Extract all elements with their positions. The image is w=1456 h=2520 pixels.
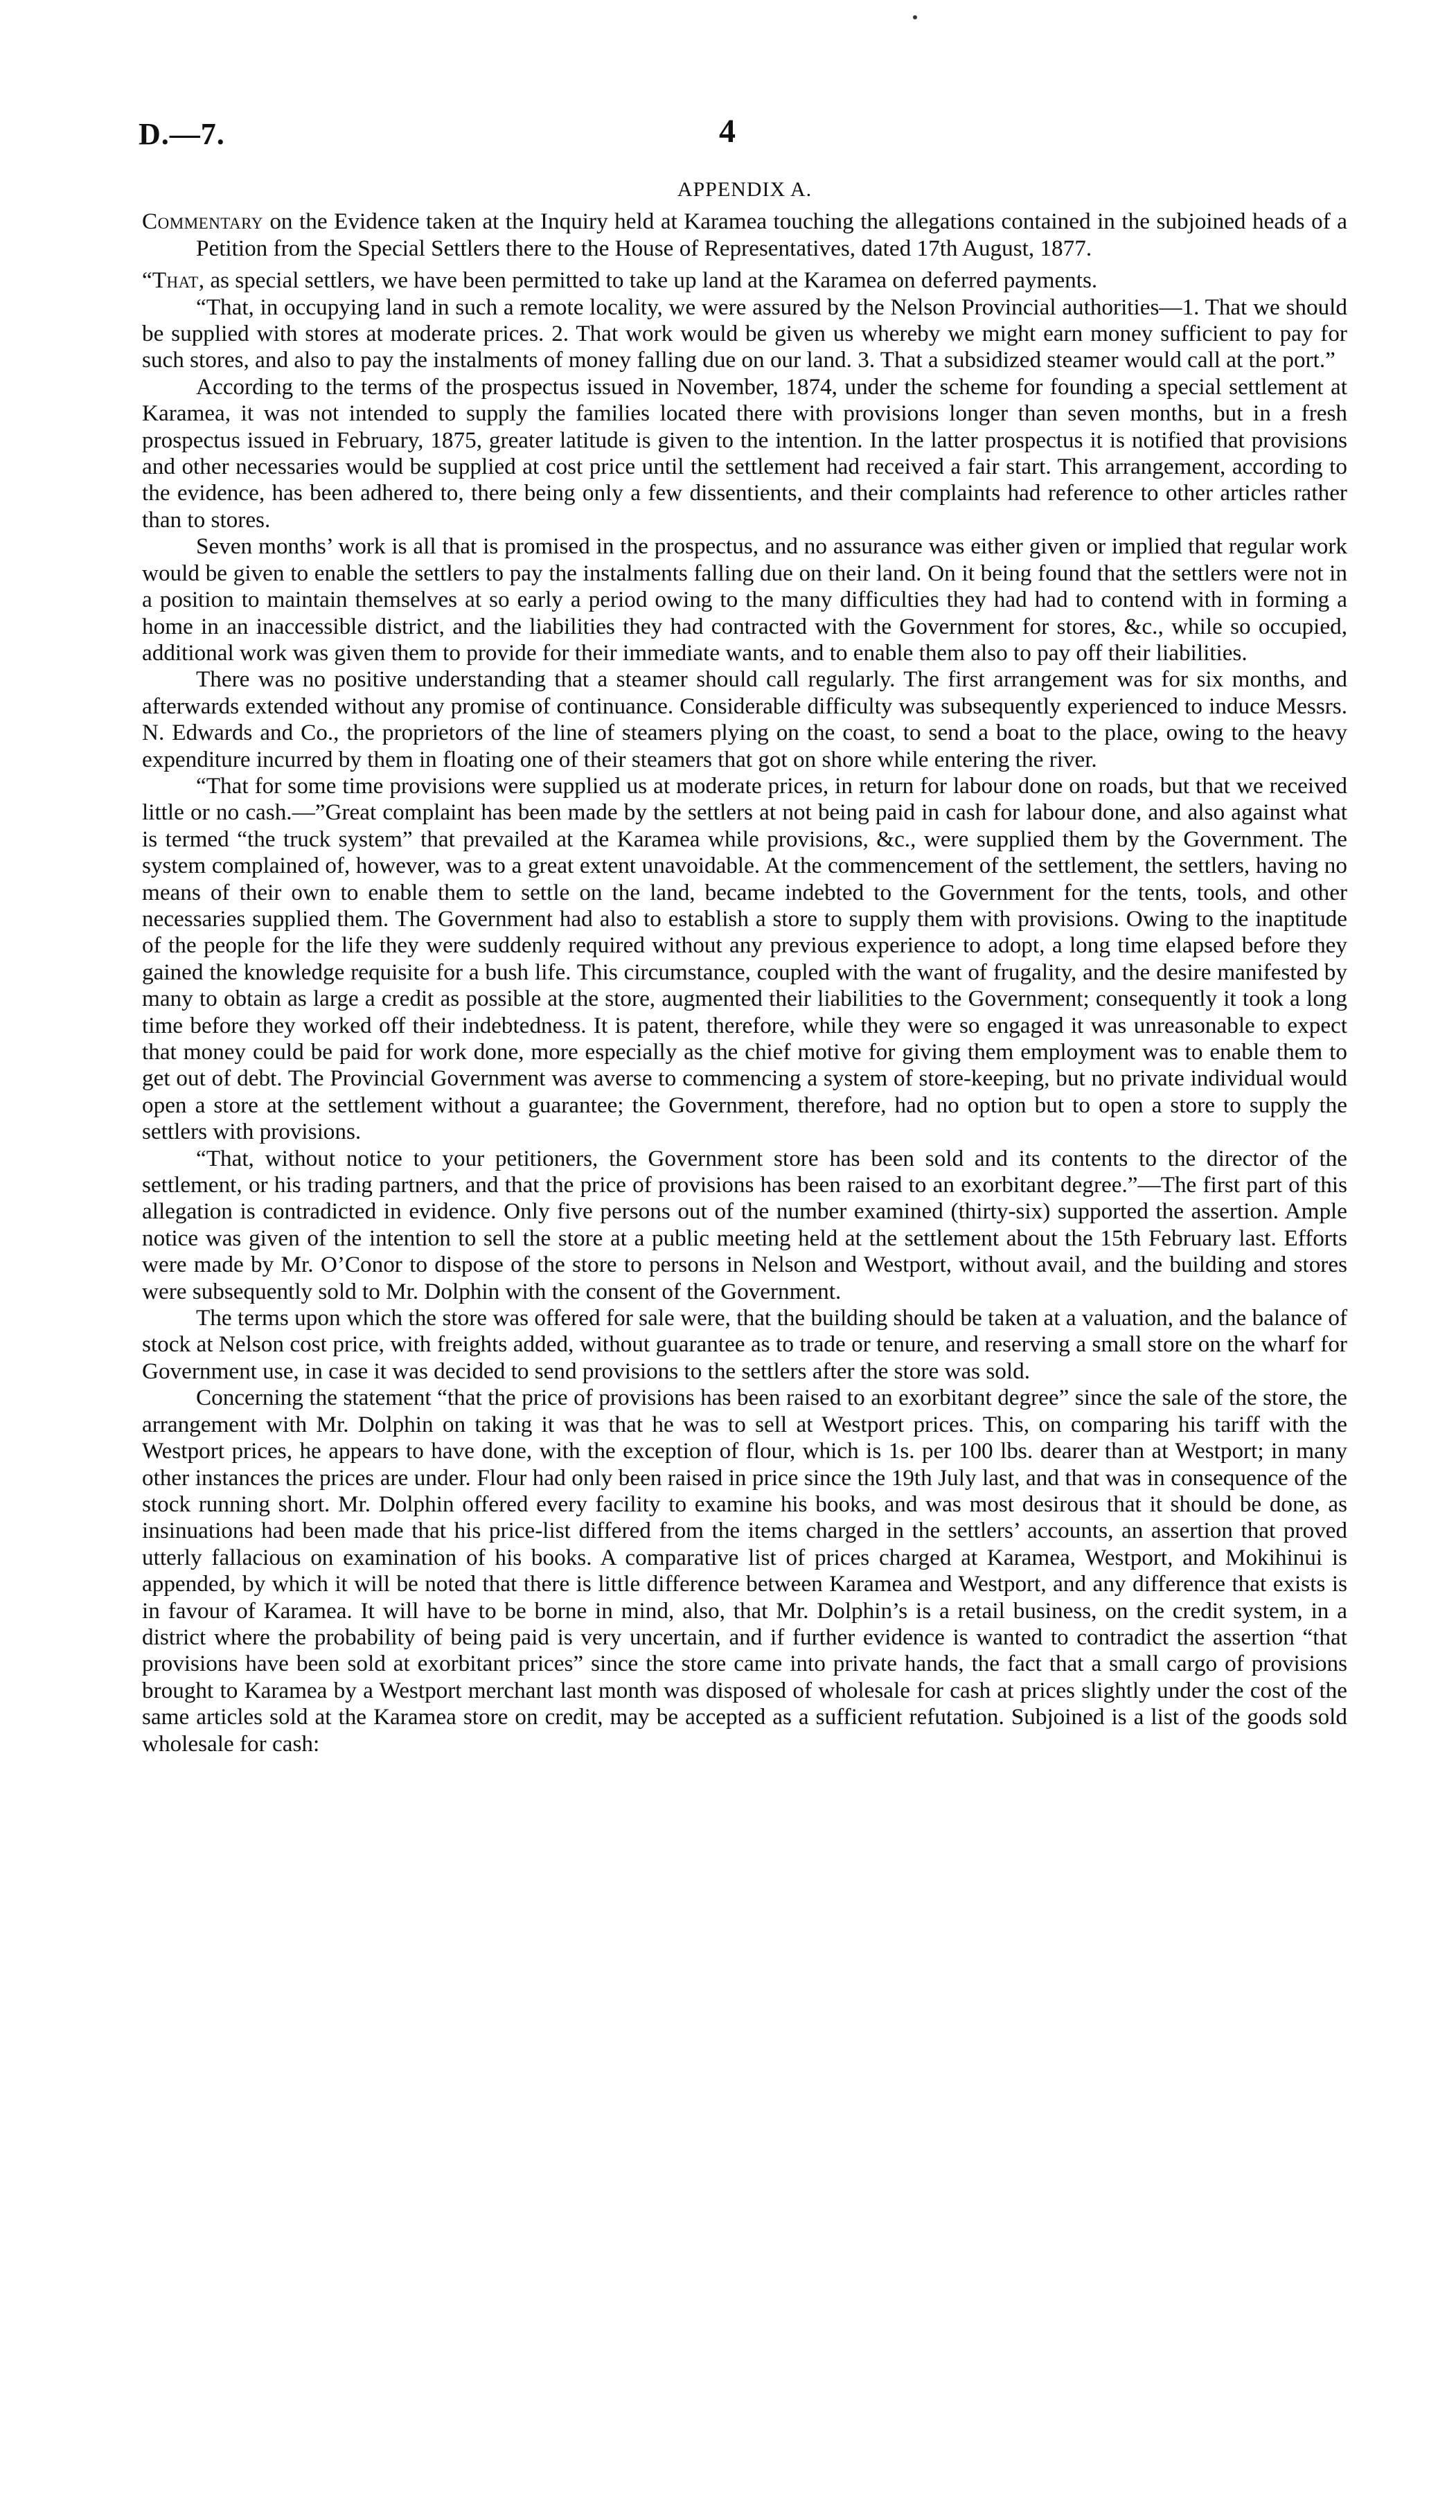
opening-lead-word: That (152, 267, 199, 294)
paragraph-truck-system: “That for some time provisions were supplied us at moderate prices, in return for labour done on roads, but that we received little or no cash.—”Great complaint has been made by the settlers at not being paid in cash for labour done, and also against what is termed “the truck system” that prevailed at the Karamea while provisions, &c., were supplied them by the Government. The system complained of, however, was to a great extent unavoidable. At the commencement of the settlement, the settlers, having no means of their own to enable them to settle on the land, became indebted to the Government for the tents, tools, and other necessaries supplied them. The Government had also to establish a store to supply them with provisions. Owing to the inaptitude of the people for the life they were suddenly required without any previous experience to adopt, a long time elapsed before they gained the knowledge requisite for a bush life. This circumstance, coupled with the want of frugality, and the desire manifested by many to obtain as large a credit as possible at the store, augmented their liabilities to the Government; consequently it took a long time before they worked off their indebtedness. It is patent, therefore, while they were so engaged it was unreasonable to expect that money could be paid for work done, more especially as the chief motive for giving them employment was to enable them to get out of debt. The Provincial Government was averse to commencing a system of store-keeping, but no private individual would open a store at the settlement without a guarantee; the Government, therefore, had no option but to open a store to supply the settlers with provisions. (142, 772, 1347, 1145)
paragraph-steamer: There was no positive understanding that a steamer should call regularly. The first arrangement was for six months, and afterwards extended without any promise of continuance. Considerable difficulty was subsequently experienced to induce Messrs. N. Edwards and Co., the proprietors of the line of steamers plying on the coast, to send a boat to the place, owing to the heavy expenditure incurred by them in floating one of their steamers that got on shore while entering the river. (142, 666, 1347, 772)
paragraph-store-sold: “That, without notice to your petitioners, the Government store has been sold and its contents to the director of the settlement, or his trading partners, and that the price of provisions has been raised to an exorbitant degree.”—The first part of this allegation is contradicted in evidence. Only five persons out of the number examined (thirty-six) supported the assertion. Ample notice was given of the intention to sell the store at a public meeting held at the settlement about the 15th February last. Efforts were made by Mr. O’Conor to dispose of the store to persons in Nelson and Westport, without avail, and the building and stores were subsequently sold to Mr. Dolphin with the consent of the Government. (142, 1145, 1347, 1304)
heading-text: on the Evidence taken at the Inquiry held at Karamea touching the allegations contained in the subjoined heads of a Petition from the Special Settlers there to the House of Representatives, dated 17th August, 1877. (196, 208, 1347, 261)
commentary-heading (142, 208, 1347, 262)
document-reference: D.—7. (139, 117, 225, 151)
paragraph-seven-months-work: Seven months’ work is all that is promised in the prospectus, and no assurance was either given or implied that regular work would be given to enable the settlers to pay the instalments falling due on their land. On it being found that the settlers were not in a position to maintain themselves at so early a period owing to the many difficulties they had had to contend with in forming a home in an inaccessible district, and the liabilities they had contracted with the Government for stores, &c., while so occupied, additional work was given them to provide for their immediate wants, and to enable them also to pay off their liabilities. (142, 533, 1347, 666)
paragraph-sale-terms: The terms upon which the store was offered for sale were, that the building should be taken at a valuation, and the balance of stock at Nelson cost price, with freights added, without guarantee as to trade or tenure, and reserving a small store on the wharf for Government use, in case it was decided to send provisions to the settlers after the store was sold. (142, 1305, 1347, 1384)
paragraph-prospectus-terms: According to the terms of the prospectus issued in November, 1874, under the scheme for founding a special settlement at Karamea, it was not intended to supply the families located there with provisions longer than seven months, but in a fresh prospectus issued in February, 1875, greater latitude is given to the intention. In the latter prospectus it is notified that provisions and other necessaries would be supplied at cost price until the settlement had received a fair start. This arrangement, according to the evidence, has been adhered to, there being only a few dissentients, and their complaints had reference to other articles rather than to stores. (142, 373, 1347, 533)
paragraph-price-comparison: Concerning the statement “that the price of provisions has been raised to an exorbitant degree” since the sale of the store, the arrangement with Mr. Dolphin on taking it was that he was to sell at Westport prices. This, on comparing his tariff with the Westport prices, he appears to have done, with the exception of flour, which is 1s. per 100 lbs. dearer than at Westport; in many other instances the prices are under. Flour had only been raised in price since the 19th July last, and that was in consequence of the stock running short. Mr. Dolphin offered every facility to examine his books, and was most desirous that it should be done, as insinuations had been made that his price-list differed from the items charged in the settlers’ accounts, an assertion that proved utterly fallacious on examination of his books. A comparative list of prices charged at Karamea, Westport, and Mokihinui is appended, by which it will be noted that there is little difference between Karamea and Westport, and any difference that exists is in favour of Karamea. It will have to be borne in mind, also, that Mr. Dolphin’s is a retail business, on the credit system, in a district where the probability of being paid is very uncertain, and if further evidence is wanted to contradict the assertion “that provisions have been sold at exorbitant prices” since the store came into private hands, the fact that a small cargo of provisions brought to Karamea by a Westport merchant last month was disposed of wholesale for cash at prices slightly under the cost of the same articles sold at the Karamea store on credit, may be accepted as a sufficient refutation. Subjoined is a list of the goods sold wholesale for cash: (142, 1385, 1347, 1757)
opening-text: , as special settlers, we have been permitted to take up land at the Karamea on deferred payments. (198, 267, 1098, 294)
document-body (142, 177, 1347, 1757)
heading-lead-word: Commentary (142, 208, 263, 235)
page-number: 4 (719, 113, 736, 150)
appendix-title: APPENDIX A. (677, 178, 813, 201)
paragraph-petition-assurances: “That, in occupying land in such a remote locality, we were assured by the Nelson Provincial authorities—1. That we should be supplied with stores at moderate prices. 2. That work would be given us whereby we might earn money sufficient to pay for such stores, and also to pay the instalments of money falling due on our land. 3. That a subsidized steamer would call at the port.” (142, 294, 1347, 373)
opening-quote-mark: “ (142, 267, 152, 294)
print-speck (913, 15, 917, 19)
petition-opening (142, 267, 1347, 294)
